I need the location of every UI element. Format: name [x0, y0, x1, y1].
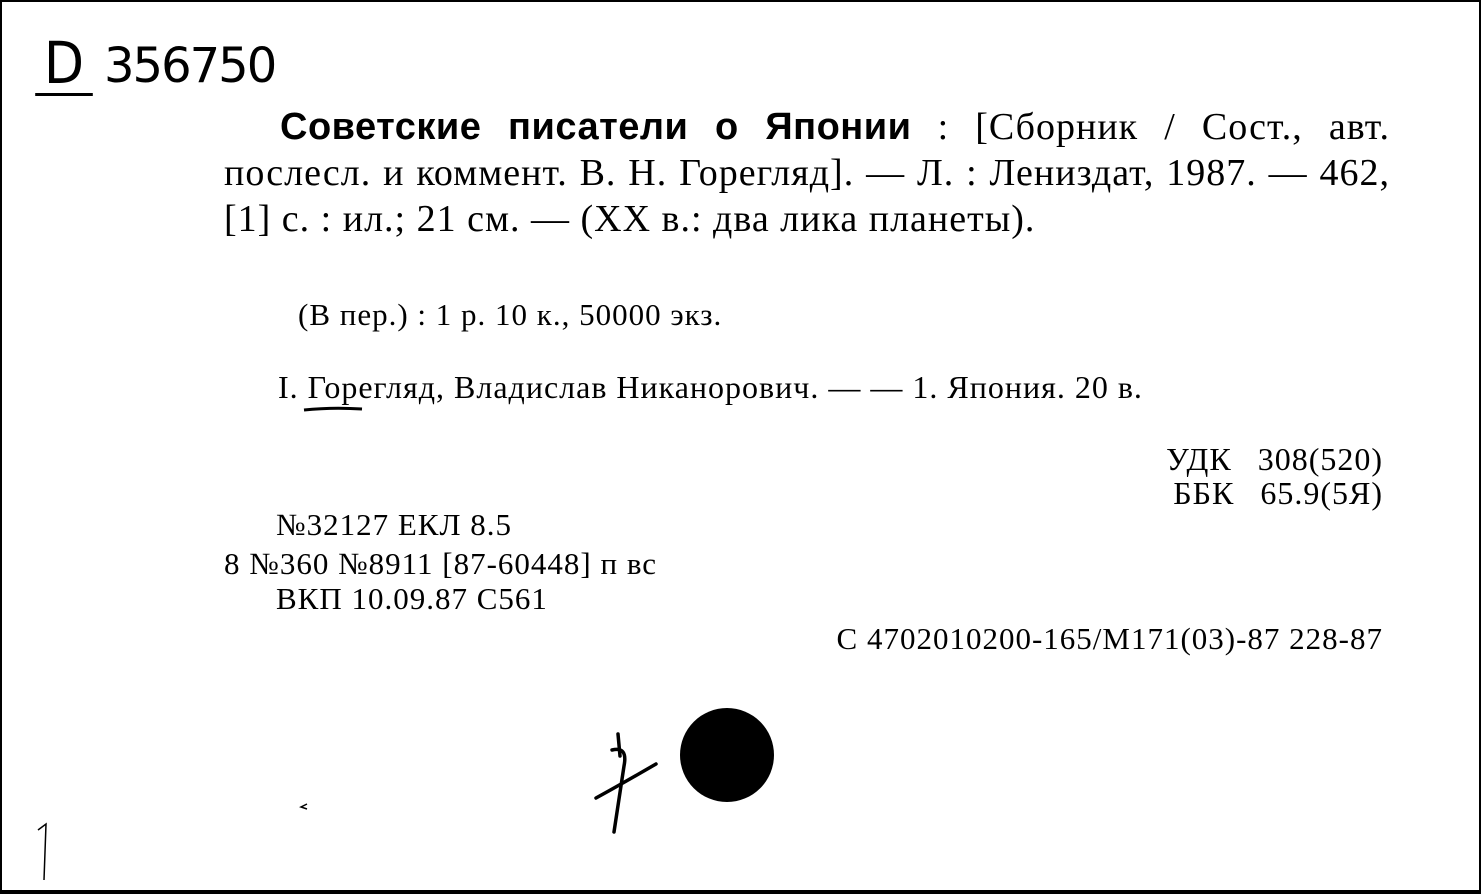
- pencil-underline-mark: [302, 406, 364, 412]
- classification-block: [1146, 442, 1383, 510]
- shelfmark-number: 356750: [104, 38, 276, 94]
- shelfmark: [32, 29, 276, 97]
- control-line-1: №32127 ЕКЛ 8.5: [276, 507, 512, 542]
- control-line-2: 8 №360 №8911 [87-60448] п вс: [224, 546, 658, 581]
- control-line-3: ВКП 10.09.87 С561: [276, 581, 548, 616]
- pencil-tick-mark: [298, 802, 310, 812]
- book-title: Советские писатели о Японии: [280, 106, 912, 148]
- udc-value: 308(520): [1257, 441, 1383, 477]
- bbk-value: 65.9(5Я): [1260, 475, 1383, 511]
- entry-details: : [Сборник / Сост., авт. послесл. и коммент. В. Н. Горегляд]. — Л. : Лениздат, 1987. — 462,[1] с. : ил.; 21 см. — (XX в.: два лика планеты).: [224, 106, 1390, 240]
- bbk-label: ББК: [1173, 475, 1235, 511]
- udc-label: УДК: [1166, 441, 1232, 477]
- tracings-line: I. Горегляд, Владислав Никанорович. — — 1. Япония. 20 в.: [278, 369, 1143, 405]
- handwritten-seven: [588, 726, 668, 836]
- shelfmark-letter: D: [35, 33, 93, 96]
- binding-price-line: (В пер.) : 1 р. 10 к., 50000 экз.: [298, 297, 723, 332]
- pencil-margin-stroke: [32, 820, 56, 884]
- punched-hole: [680, 708, 774, 802]
- publisher-code-line: С 4702010200-165/М171(03)-87 228-87: [836, 621, 1383, 656]
- bbk-row: [1146, 476, 1383, 510]
- bibliographic-entry: [224, 104, 1390, 242]
- udc-row: [1146, 442, 1383, 476]
